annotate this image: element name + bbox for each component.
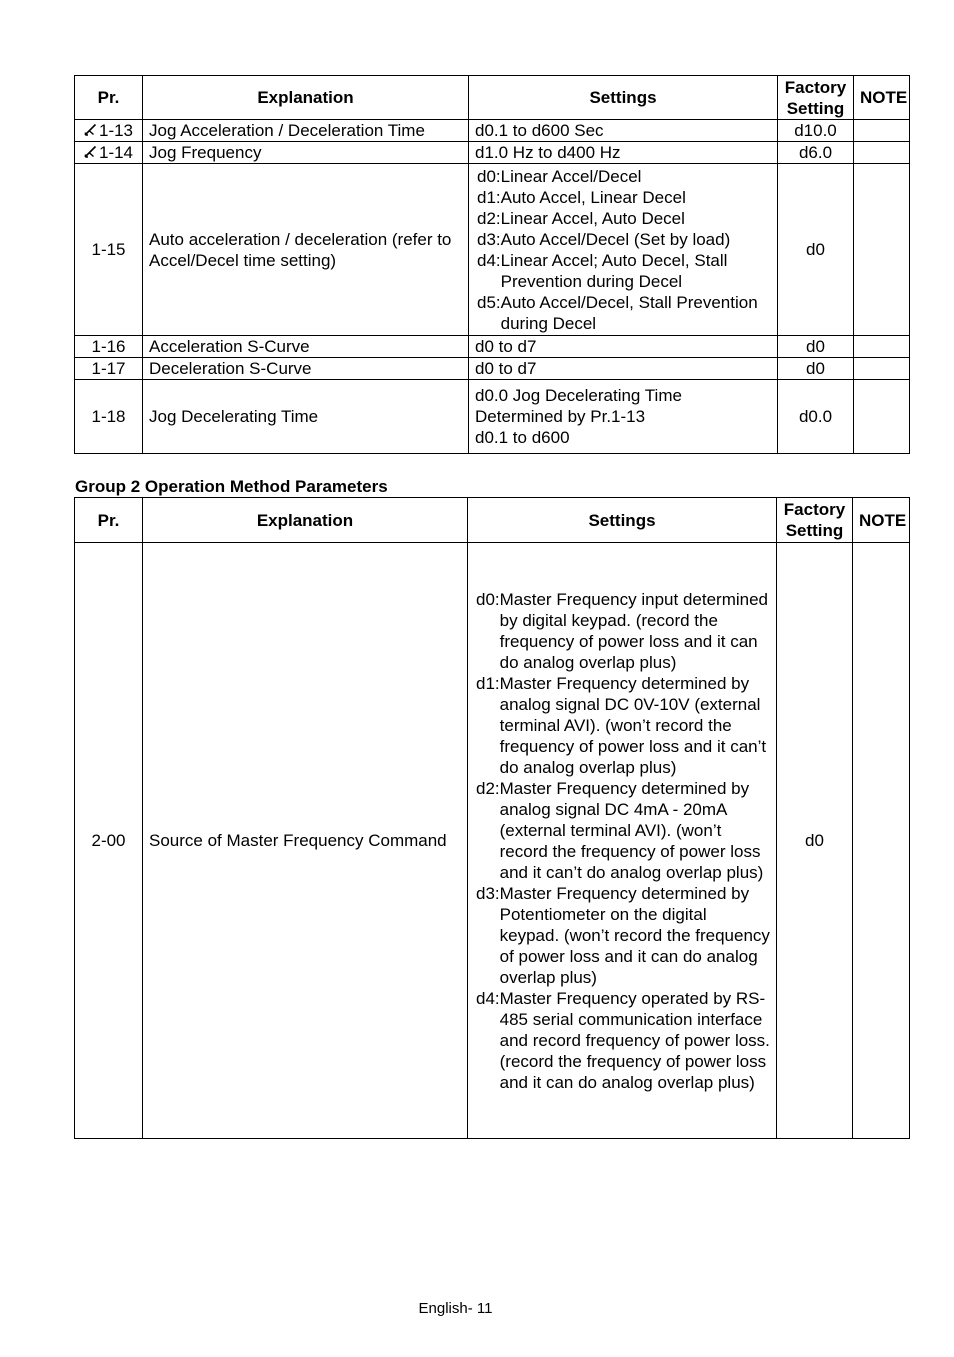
pen-icon (84, 120, 97, 141)
option-text: Master Frequency input determined by digital keypad. (record the frequency of power loss and it can do analog overlap plus) (499, 589, 768, 672)
pr-cell: 1-18 (75, 380, 143, 454)
header-pr: Pr. (75, 498, 143, 543)
pr-cell: 2-00 (75, 543, 143, 1139)
header-settings: Settings (468, 498, 777, 543)
option-text: Auto Accel, Linear Decel (500, 187, 686, 207)
setting-option (476, 988, 770, 1093)
note-cell (854, 142, 910, 164)
option-code: d2: (476, 778, 500, 798)
explanation-cell: Jog Frequency (143, 142, 469, 164)
settings-cell: d0.1 to d600 Sec (469, 120, 778, 142)
header-pr: Pr. (75, 76, 143, 120)
settings-cell: d0 to d7 (469, 358, 778, 380)
setting-option (477, 166, 771, 187)
explanation-cell: Source of Master Frequency Command (143, 543, 468, 1139)
factory-setting-cell: d0 (778, 164, 854, 336)
note-cell (853, 543, 910, 1139)
header-factory-setting (778, 76, 854, 120)
option-code: d5: (477, 292, 501, 312)
factory-setting-cell: d0 (777, 543, 853, 1139)
settings-cell (468, 543, 777, 1139)
settings-cell: d0 to d7 (469, 336, 778, 358)
table-row (75, 380, 910, 454)
setting-option (477, 187, 771, 208)
table-row (75, 164, 910, 336)
settings-cell (469, 164, 778, 336)
table-row (75, 358, 910, 380)
setting-option (477, 292, 771, 334)
setting-option (477, 208, 771, 229)
factory-setting-cell: d0.0 (778, 380, 854, 454)
setting-line: d0.1 to d600 (475, 428, 570, 447)
option-code: d1: (476, 673, 500, 693)
explanation-cell: Auto acceleration / deceleration (refer to Accel/Decel time setting) (143, 164, 469, 336)
note-cell (854, 358, 910, 380)
pr-cell (75, 142, 143, 164)
factory-setting-cell: d0 (778, 358, 854, 380)
factory-setting-cell: d6.0 (778, 142, 854, 164)
explanation-cell: Acceleration S-Curve (143, 336, 469, 358)
setting-option (476, 673, 770, 778)
option-text: Linear Accel/Decel (500, 166, 642, 186)
explanation-cell: Jog Decelerating Time (143, 380, 469, 454)
setting-option (477, 229, 771, 250)
setting-line: Determined by Pr.1-13 (475, 407, 646, 426)
pr-cell: 1-17 (75, 358, 143, 380)
settings-cell: d1.0 Hz to d400 Hz (469, 142, 778, 164)
option-text: Linear Accel; Auto Decel, Stall Prevention during Decel (500, 250, 728, 291)
setting-option (476, 883, 770, 988)
setting-option (476, 589, 770, 673)
option-code: d3: (476, 883, 500, 903)
option-code: d0: (476, 589, 500, 609)
option-text: Master Frequency determined by analog signal DC 4mA - 20mA (external terminal AVI). (won’t record the frequency of power loss and it can’t do analog overlap plus) (499, 778, 764, 882)
setting-line: d0.0 Jog Decelerating Time (475, 386, 682, 405)
header-note: NOTE (854, 76, 910, 120)
option-code: d1: (477, 187, 501, 207)
option-text: Master Frequency determined by analog signal DC 0V-10V (external terminal AVI). (won’t record the frequency of power loss and it can’t do analog overlap plus) (499, 673, 767, 777)
explanation-cell: Deceleration S-Curve (143, 358, 469, 380)
pr-cell: 1-15 (75, 164, 143, 336)
page-footer: English- 11 (418, 1300, 493, 1317)
explanation-cell: Jog Acceleration / Deceleration Time (143, 120, 469, 142)
factory-setting-cell: d0 (778, 336, 854, 358)
factory-setting-cell: d10.0 (778, 120, 854, 142)
option-text: Auto Accel/Decel (Set by load) (500, 229, 731, 249)
option-text: Master Frequency operated by RS-485 serial communication interface and record frequency of power loss. (record the frequency of power loss and it can do analog overlap plus) (499, 988, 770, 1092)
header-note: NOTE (853, 498, 910, 543)
pr-cell (75, 120, 143, 142)
option-text: Auto Accel/Decel, Stall Prevention during Decel (500, 292, 758, 333)
header-explanation: Explanation (143, 498, 468, 543)
option-code: d4: (477, 250, 501, 270)
note-cell (854, 336, 910, 358)
option-code: d4: (476, 988, 500, 1008)
setting-option (476, 778, 770, 883)
header-settings: Settings (469, 76, 778, 120)
header-factory-line2: Setting (786, 98, 845, 118)
header-factory-line1: Factory (783, 500, 846, 519)
pr-code: 1-13 (98, 121, 134, 140)
header-explanation: Explanation (143, 76, 469, 120)
option-code: d2: (477, 208, 501, 228)
note-cell (854, 120, 910, 142)
table-row (75, 120, 910, 142)
header-factory-line1: Factory (784, 77, 847, 97)
settings-cell (469, 380, 778, 454)
table-header-row (75, 76, 910, 120)
table-row (75, 543, 910, 1139)
note-cell (854, 380, 910, 454)
parameter-table-group1 (74, 75, 910, 454)
table-row (75, 142, 910, 164)
pr-code: 1-14 (98, 143, 134, 162)
pr-cell: 1-16 (75, 336, 143, 358)
group-title: Group 2 Operation Method Parameters (75, 477, 388, 496)
option-text: Master Frequency determined by Potentiometer on the digital keypad. (won’t record the frequency of power loss and it can do analog overlap plus) (499, 883, 770, 987)
note-cell (854, 164, 910, 336)
header-factory-line2: Setting (785, 521, 844, 540)
table-row (75, 336, 910, 358)
option-code: d0: (477, 166, 501, 186)
setting-option (477, 250, 771, 292)
header-factory-setting (777, 498, 853, 543)
table-header-row (75, 498, 910, 543)
option-code: d3: (477, 229, 501, 249)
option-text: Linear Accel, Auto Decel (500, 208, 685, 228)
parameter-table-group2 (74, 497, 910, 1139)
pen-icon (84, 142, 97, 163)
